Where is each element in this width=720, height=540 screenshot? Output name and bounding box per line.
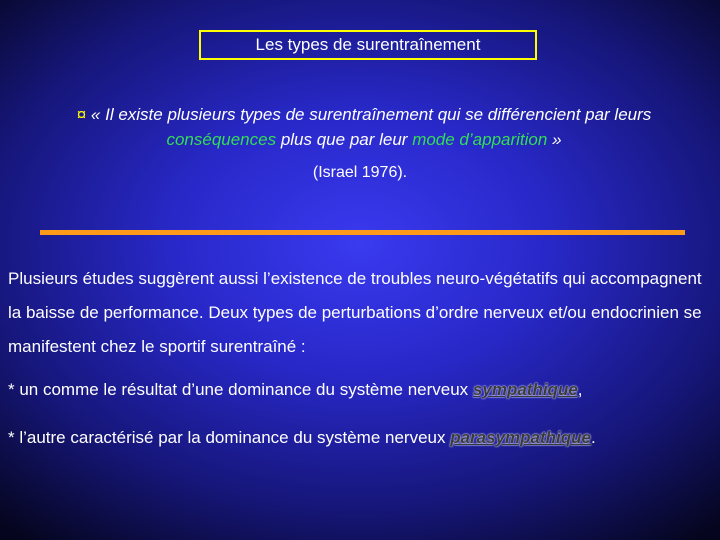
keyword-sympathique: sympathique [472, 380, 578, 399]
quote-text-2: plus que par leur [276, 130, 413, 149]
list-item-text: * l’autre caractérisé par la dominance du système nerveux [8, 428, 451, 447]
quote-highlight-mode: mode d’apparition [412, 130, 548, 149]
keyword-parasympathique: parasympathique [450, 428, 591, 447]
list-item-text: * un comme le résultat d’une dominance du système nerveux [8, 380, 473, 399]
list-item-sympathique [8, 380, 583, 400]
list-item-suffix: . [590, 428, 596, 447]
slide-title [199, 30, 537, 60]
bullet-icon: ¤ [76, 105, 87, 124]
list-item-parasympathique [8, 428, 596, 448]
quote-text-3: » [547, 130, 562, 149]
quote-text-1: « Il existe plusieurs types de surentraînement qui se différencient par leurs [90, 105, 652, 124]
quote-highlight-consequences: conséquences [166, 130, 277, 149]
divider-rule [40, 230, 685, 235]
body-paragraph: Plusieurs études suggèrent aussi l’existence de troubles neuro-végétatifs qui accompagnent la baisse de performance. Deux types de perturbations d’ordre nerveux et/ou endocrinien se manifestent chez le sportif surentraîné : [8, 269, 702, 356]
citation: (Israel 1976). [312, 164, 408, 181]
slide-title-text: Les types de surentraînement [255, 35, 481, 54]
list-item-suffix: , [577, 380, 583, 399]
quote-block [44, 102, 684, 152]
